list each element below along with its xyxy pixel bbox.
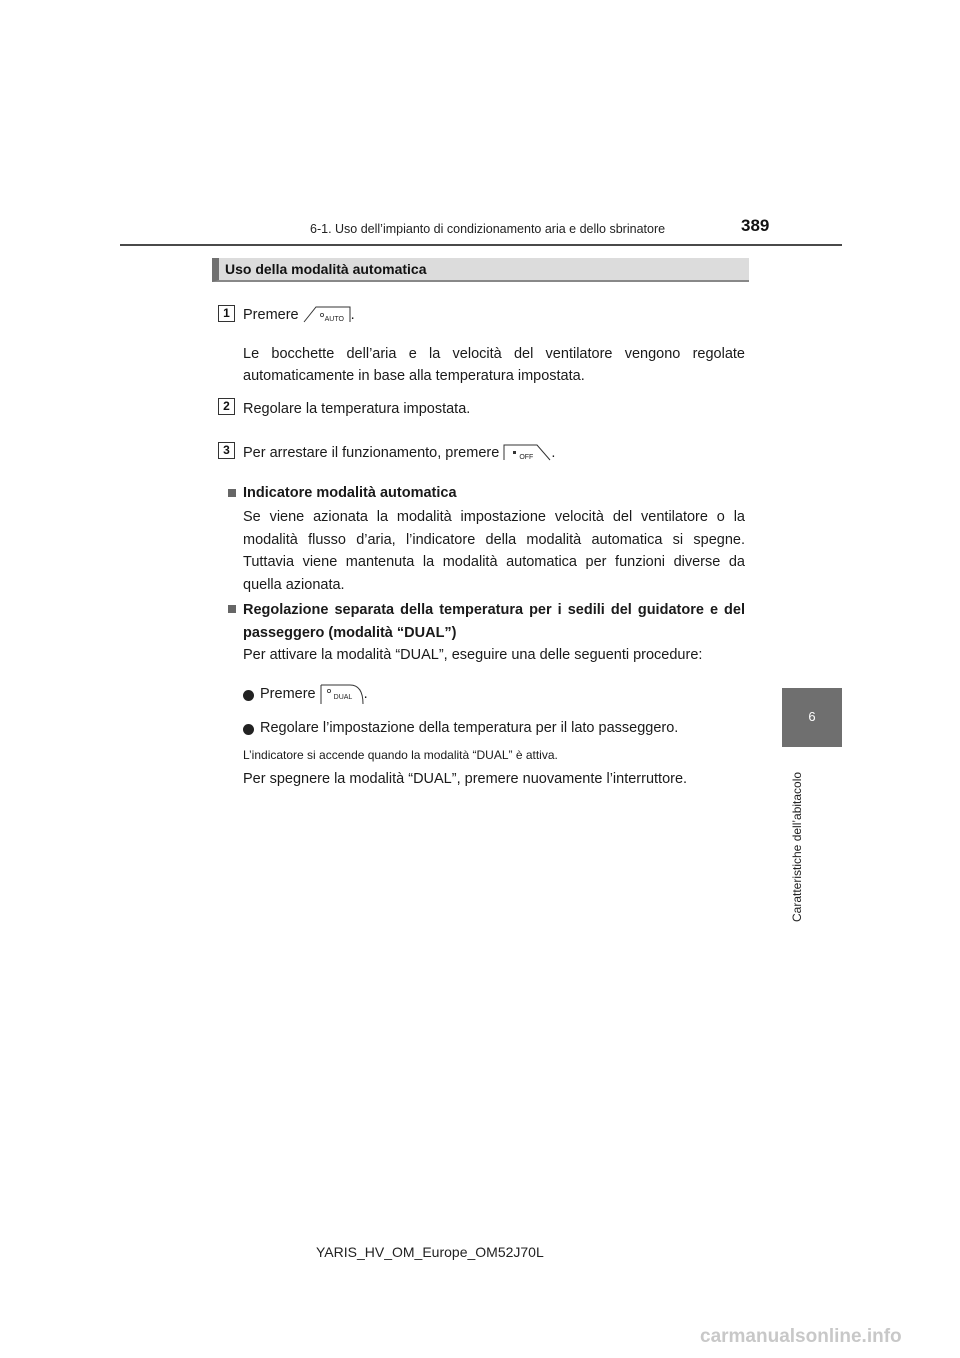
square-bullet: [228, 605, 236, 613]
watermark: carmanualsonline.info: [700, 1326, 902, 1347]
auto-indicator-text: Se viene azionata la modalità impostazione velocità del ventilatore o la modalità flusso d’aria, l’indicatore della modalità automatica si spegne. Tuttavia viene mantenuta la modalità automatica per funzioni diverse da quella azionata.: [243, 509, 745, 593]
step-1-period: .: [350, 307, 355, 323]
section-title: Uso della modalità automatica: [225, 261, 427, 277]
auto-button-label: AUTO: [324, 316, 344, 323]
dual-option-1-period: .: [363, 686, 368, 702]
step-1-description: Le bocchette dell’aria e la velocità del ventilatore vengono regolate automaticamente in base alla temperatura impostata.: [243, 346, 745, 384]
step-2-text: Regolare la temperatura impostata.: [243, 401, 471, 417]
dual-intro: Per attivare la modalità “DUAL”, eseguire una delle seguenti procedure:: [243, 647, 703, 663]
dual-option-2: Regolare l’impostazione della temperatura per il lato passeggero.: [260, 720, 679, 736]
header-divider: [120, 244, 842, 246]
dual-option-1: [260, 684, 368, 706]
step-3-period: .: [551, 445, 556, 461]
step-3-text: Per arrestare il funzionamento, premere: [243, 445, 500, 461]
section-title-bar: [212, 258, 749, 282]
step-1-text: Premere: [243, 307, 299, 323]
off-button-icon: [503, 444, 551, 460]
auto-indicator-title: Indicatore modalità automatica: [243, 485, 457, 501]
step-number-2: 2: [218, 398, 235, 415]
chapter-title: Caratteristiche dell’abitacolo: [790, 771, 804, 922]
dual-button-icon: [320, 684, 364, 704]
round-bullet: [243, 724, 254, 735]
header-section-title: 6-1. Uso dell’impianto di condizionamento aria e dello sbrinatore: [310, 222, 666, 236]
chapter-number: 6: [808, 709, 816, 724]
step-3-line: [243, 443, 555, 465]
dual-off-text: Per spegnere la modalità “DUAL”, premere nuovamente l’interruttore.: [243, 771, 688, 787]
dual-button-label: DUAL: [333, 694, 353, 701]
dual-title: Regolazione separata della temperatura per i sedili del guidatore e del passeggero (modalità “DUAL”): [243, 602, 745, 641]
dual-indicator-note: L’indicatore si accende quando la modalità “DUAL” è attiva.: [243, 748, 558, 762]
round-bullet: [243, 690, 254, 701]
step-number-3: 3: [218, 442, 235, 459]
square-bullet: [228, 489, 236, 497]
dual-option-1-text: Premere: [260, 686, 316, 702]
off-button-label: OFF: [519, 454, 534, 461]
step-number-1: 1: [218, 305, 235, 322]
step-1-line: [243, 305, 355, 327]
auto-button-icon: [303, 306, 351, 322]
footer-code: YARIS_HV_OM_Europe_OM52J70L: [316, 1244, 544, 1260]
chapter-title-vertical: [790, 762, 804, 922]
page-number: 389: [741, 216, 770, 235]
